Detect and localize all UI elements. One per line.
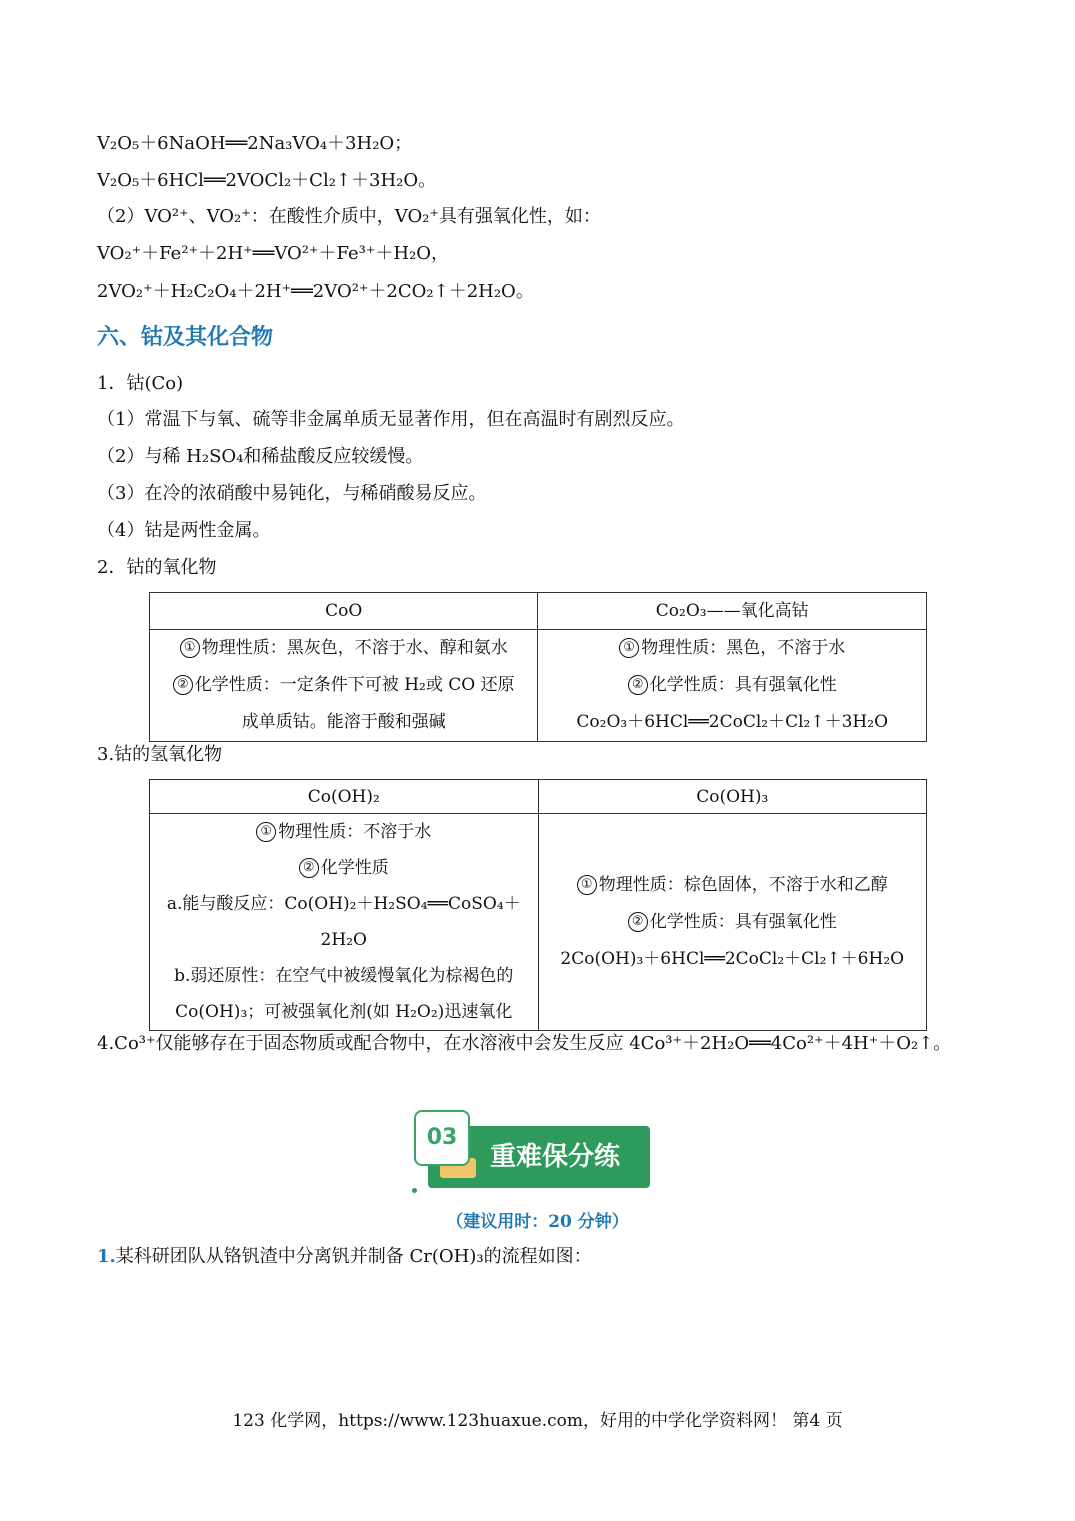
section-title: 六、钴及其化合物 [97,325,274,350]
co-oh-3-physical: 物理性质：棕色固体，不溶于水和乙醇 [598,874,888,895]
co-oh-2-chemical: 化学性质 [320,858,389,878]
oxide-cell-coo [150,630,538,742]
co3-note: 4.Co³⁺仅能够存在于固态物质或配合物中，在水溶液中会发生反应 4Co³⁺＋2H₂O══4Co²⁺＋4H⁺＋O₂↑。 [97,1033,952,1054]
question-text: 某科研团队从铬钒渣中分离钒并制备 Cr(OH)₃的流程如图： [115,1246,592,1267]
oxide-cell-co2o3 [538,630,927,742]
co2o3-chemical: 化学性质：具有强氧化性 [649,675,837,695]
circle-mark: ① [619,638,639,658]
cobalt-p1: （1）常温下与氧、硫等非金属单质无显著作用，但在高温时有剧烈反应。 [97,409,685,430]
circle-mark: ② [628,912,648,932]
equation-v2o5-naoh: V₂O₅＋6NaOH══2Na₃VO₄＋3H₂O； [97,133,413,154]
cobalt-heading: 1．钴(Co) [97,373,184,394]
circle-mark: ① [180,638,200,658]
co2o3-equation: Co₂O₃＋6HCl══2CoCl₂＋Cl₂↑＋3H₂O [576,712,888,732]
coo-physical: 物理性质：黑灰色，不溶于水、醇和氨水 [201,638,508,658]
hydroxide-cell-co-oh-3 [538,814,927,1031]
cobalt-p3: （3）在冷的浓硝酸中易钝化，与稀硝酸易反应。 [97,483,487,504]
circle-mark: ② [173,675,193,695]
coo-chemical: 化学性质：一定条件下可被 H₂或 CO 还原 [194,675,515,695]
co-oh-3-equation: 2Co(OH)₃＋6HCl══2CoCl₂＋Cl₂↑＋6H₂O [560,948,905,969]
badge-dot [412,1188,417,1193]
co-oh-2-acid: a.能与酸反应：Co(OH)₂＋H₂SO₄══CoSO₄＋ [166,894,521,914]
oxide-header-co2o3: Co₂O₃——氧化高钴 [538,593,927,630]
time-hint: （建议用时：20 分钟） [446,1212,629,1232]
cobalt-p4: （4）钴是两性金属。 [97,520,271,541]
equation-vo2-h2c2o4: 2VO₂⁺＋H₂C₂O₄＋2H⁺══2VO²⁺＋2CO₂↑＋2H₂O。 [97,281,534,302]
co-oh-2-acid-cont: 2H₂O [320,930,367,950]
hydroxide-heading: 3.钴的氢氧化物 [97,744,223,765]
oxide-header-coo: CoO [150,593,538,630]
hydroxide-table [149,779,927,1031]
question-number: 1. [97,1246,116,1267]
circle-mark: ② [628,675,648,695]
equation-v2o5-hcl: V₂O₅＋6HCl══2VOCl₂＋Cl₂↑＋3H₂O。 [97,170,437,191]
co-oh-2-reduction: b.弱还原性：在空气中被缓慢氧化为棕褐色的 [174,966,514,986]
hydroxide-cell-co-oh-2 [150,814,539,1031]
oxide-table [149,592,927,742]
circle-mark: ① [256,822,276,842]
co2o3-physical: 物理性质：黑色，不溶于水 [641,638,846,658]
coo-chemical-cont: 成单质钴。能溶于酸和强碱 [241,712,446,732]
circle-mark: ① [577,875,597,895]
co-oh-3-chemical: 化学性质：具有强氧化性 [649,911,837,932]
vo-intro: （2）VO²⁺、VO₂⁺：在酸性介质中，VO₂⁺具有强氧化性，如： [97,206,601,227]
hydroxide-header-co-oh-2: Co(OH)₂ [150,780,539,814]
question-1 [97,1244,592,1270]
oxide-heading: 2．钴的氧化物 [97,557,217,578]
cobalt-p2: （2）与稀 H₂SO₄和稀盐酸反应较缓慢。 [97,446,424,467]
equation-vo2-fe: VO₂⁺＋Fe²⁺＋2H⁺══VO²⁺＋Fe³⁺＋H₂O， [97,243,450,264]
co-oh-2-physical: 物理性质：不溶于水 [278,822,432,842]
hydroxide-header-co-oh-3: Co(OH)₃ [538,780,927,814]
circle-mark: ② [299,858,319,878]
badge-number: 03 [414,1110,470,1166]
section-badge [410,1106,655,1198]
page-footer: 123 化学网，https://www.123huaxue.com，好用的中学化学资料网！ 第4 页 [232,1411,843,1431]
co-oh-2-reduction-cont: Co(OH)₃；可被强氧化剂(如 H₂O₂)迅速氧化 [175,1002,513,1022]
badge-title: 重难保分练 [490,1142,621,1172]
